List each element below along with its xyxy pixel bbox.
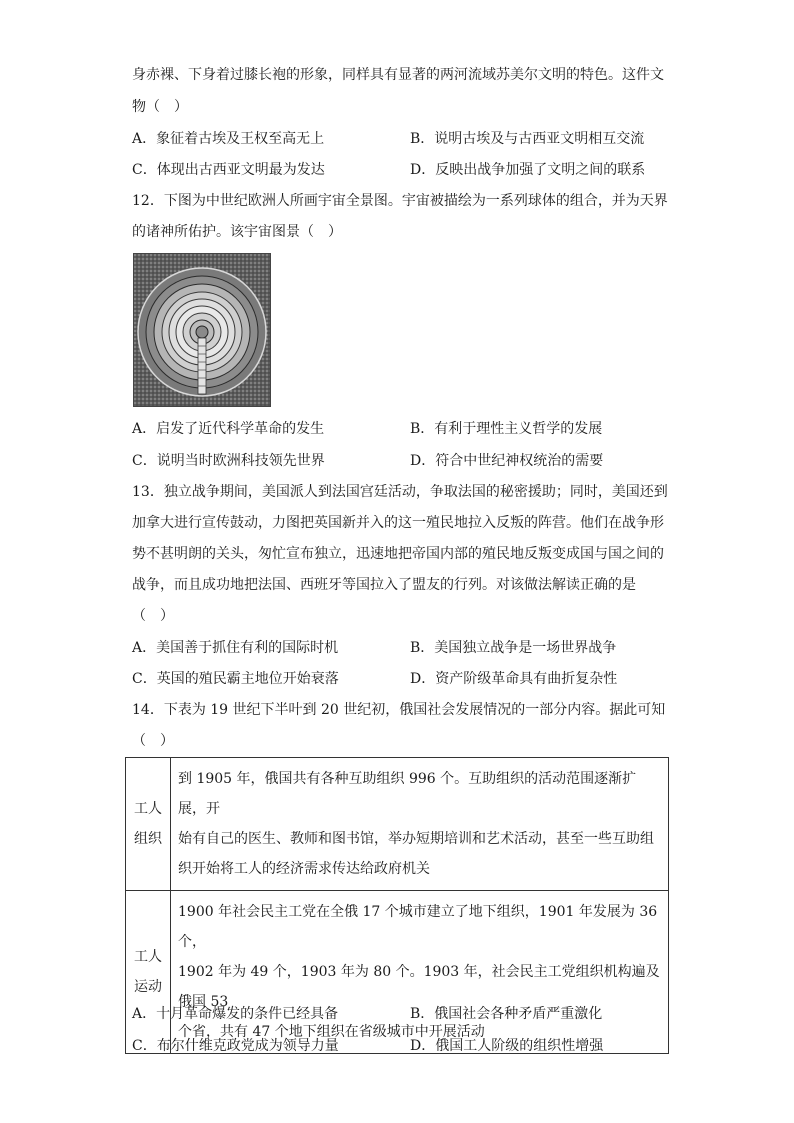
question-13-option-c: C．英国的殖民霸主地位开始衰落 [132, 671, 339, 687]
question-12-text-line-1: 12．下图为中世纪欧洲人所画宇宙全景图。宇宙被描绘为一系列球体的组合，并为天界 [132, 193, 668, 209]
question-14-option-a: A．十月革命爆发的条件已经具备 [132, 1006, 339, 1022]
table-cell-line: 1902 年为 49 个，1903 年为 80 个。1903 年，社会民主工党组织机构遍及俄国 53 [178, 964, 660, 1010]
table-row-header [126, 891, 171, 1054]
question-13-text-line-4: 战争，而且成功地把法国、西班牙等国拉入了盟友的行列。对该做法解读正确的是 [132, 577, 636, 593]
question-14-option-d: D．俄国工人阶级的组织性增强 [410, 1038, 604, 1054]
table-row-header [126, 758, 171, 891]
question-14-option-c: C．布尔什维克政党成为领导力量 [132, 1038, 339, 1054]
table-cell-line: 始有自己的医生、教师和图书馆，举办短期培训和艺术活动，甚至一些互助组 [178, 831, 654, 847]
question-13-text-line-2: 加拿大进行宣传鼓动，力图把英国新并入的这一殖民地拉入反叛的阵营。他们在战争形 [132, 515, 664, 531]
question-12-option-c: C．说明当时欧洲科技领先世界 [132, 453, 325, 469]
question-12-option-d: D．符合中世纪神权统治的需要 [410, 453, 604, 469]
table-row-header-line-2: 组织 [134, 831, 162, 847]
question-11-option-b: B．说明古埃及与古西亚文明相互交流 [410, 131, 645, 147]
table-row [126, 891, 669, 1054]
table-row-content [171, 891, 669, 1054]
question-13-text-line-1: 13．独立战争期间，美国派人到法国宫廷活动，争取法国的秘密援助；同时，美国还到 [132, 484, 668, 500]
question-11-option-c: C．体现出古西亚文明最为发达 [132, 162, 325, 178]
question-13-text-line-3: 势不甚明朗的关头，匆忙宣布独立，迅速地把帝国内部的殖民地反叛变成国与国之间的 [132, 546, 664, 562]
table-cell-line: 1900 年社会民主工党在全俄 17 个城市建立了地下组织，1901 年发展为 36 个， [178, 904, 658, 950]
question-11-option-a: A．象征着古埃及王权至高无上 [132, 131, 325, 147]
table-row-header-line-1: 工人 [134, 949, 162, 965]
question-11-text-line-1: 身赤裸、下身着过膝长袍的形象，同样具有显著的两河流域苏美尔文明的特色。这件文 [132, 67, 664, 83]
table-row-content [171, 758, 669, 891]
table-row-header-line-2: 运动 [134, 979, 162, 995]
table-row-header-line-1: 工人 [134, 801, 162, 817]
question-11-option-d: D．反映出战争加强了文明之间的联系 [410, 162, 646, 178]
question-12-option-b: B．有利于理性主义哲学的发展 [410, 421, 603, 437]
question-13-option-d: D．资产阶级革命具有曲折复杂性 [410, 671, 618, 687]
table-cell-line: 个省，共有 47 个地下组织在省级城市中开展活动 [178, 1024, 485, 1040]
table-cell-line: 到 1905 年，俄国共有各种互助组织 996 个。互助组织的活动范围逐渐扩展，开 [178, 771, 637, 817]
question-12-option-a: A．启发了近代科学革命的发生 [132, 421, 325, 437]
question-11-text-line-2: 物（ ） [132, 99, 188, 115]
question-13-option-b: B．美国独立战争是一场世界战争 [410, 640, 617, 656]
question-14-text-line-2: （ ） [132, 733, 174, 749]
question-13-text-line-5: （ ） [132, 608, 174, 624]
question-14-option-b: B．俄国社会各种矛盾严重激化 [410, 1006, 603, 1022]
medieval-cosmos-engraving [133, 253, 271, 407]
table-row [126, 758, 669, 891]
question-13-option-a: A．美国善于抓住有利的国际时机 [132, 640, 339, 656]
table-cell-line: 织开始将工人的经济需求传达给政府机关 [178, 861, 430, 877]
question-12-text-line-2: 的诸神所佑护。该宇宙图景（ ） [132, 224, 342, 240]
question-14-text-line-1: 14．下表为 19 世纪下半叶到 20 世纪初，俄国社会发展情况的一部分内容。据此可知 [132, 702, 666, 718]
